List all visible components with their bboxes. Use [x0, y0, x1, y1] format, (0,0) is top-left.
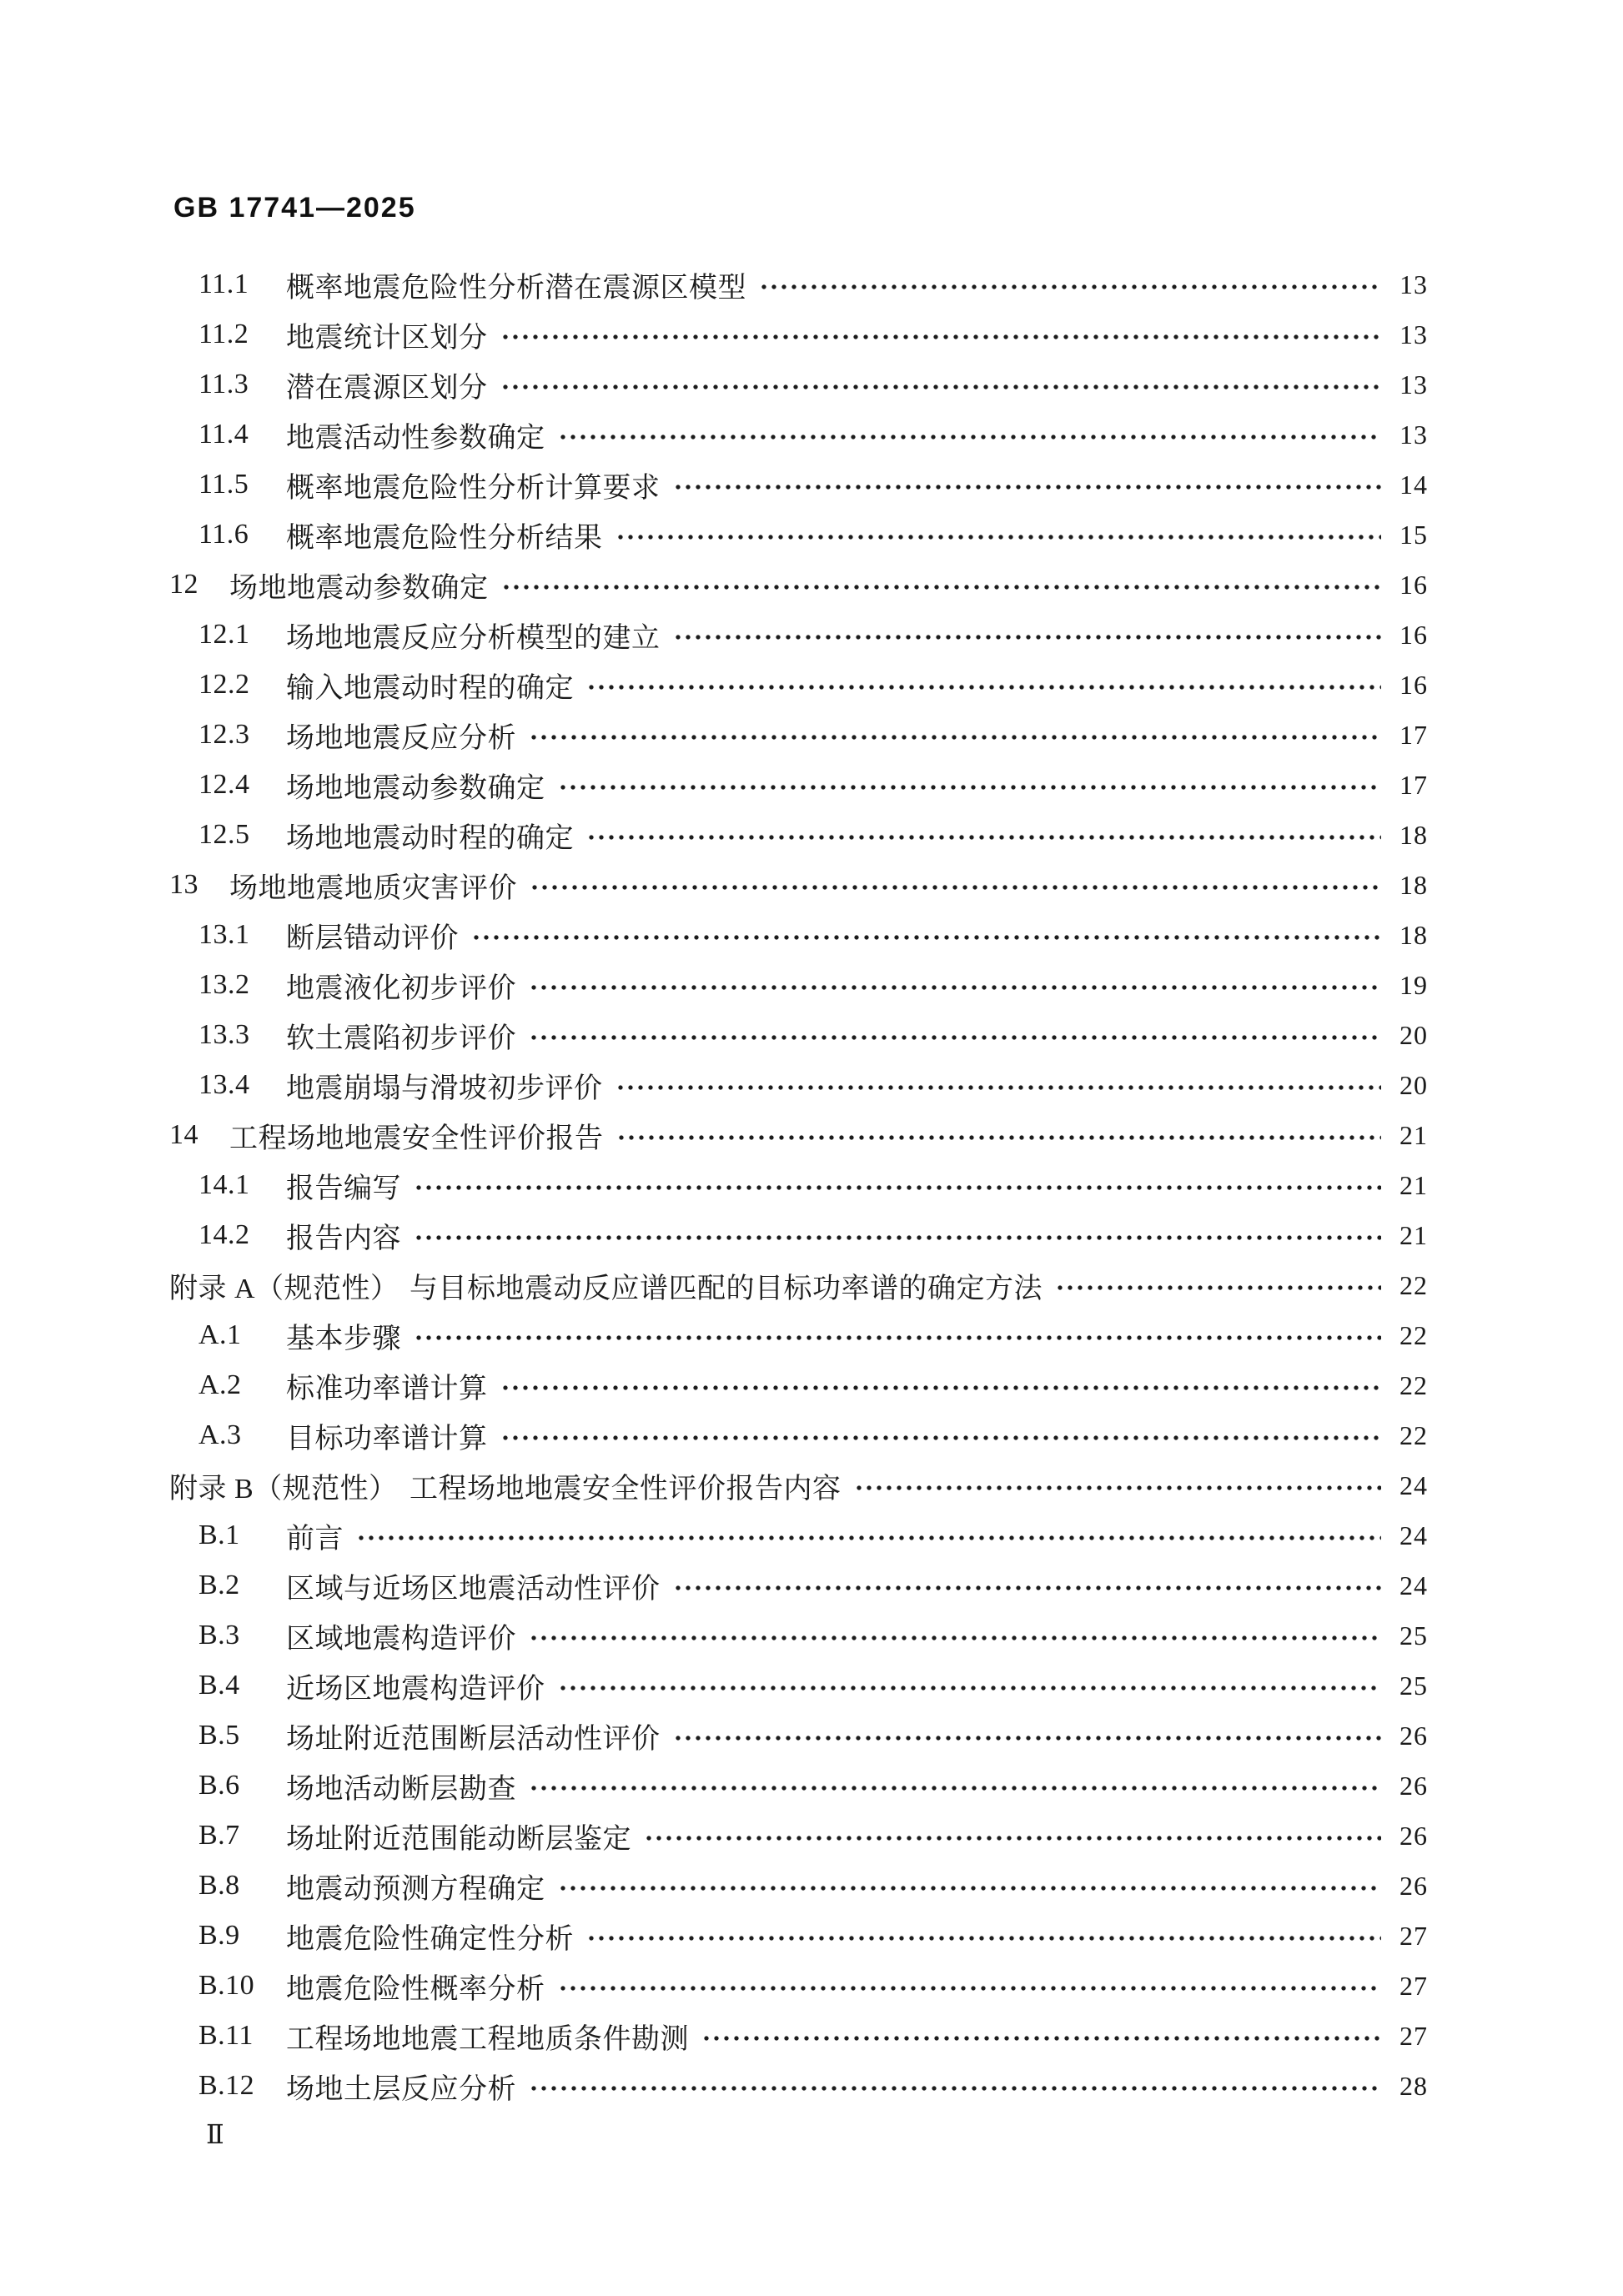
toc-entry — [169, 1660, 1428, 1711]
toc-entry — [169, 2011, 1428, 2061]
toc-entry-page: 16 — [1399, 569, 1428, 600]
toc-entry-title: 场地地震动时程的确定 — [286, 822, 574, 854]
toc-entry — [169, 610, 1428, 660]
toc-entry-number: B.3 — [198, 1620, 240, 1650]
toc-entry-number: B.11 — [198, 2020, 254, 2051]
toc-entry-title: 场地地震动参数确定 — [286, 772, 545, 804]
toc-entry-page: 20 — [1399, 1069, 1428, 1100]
toc-entry-title: 潜在震源区划分 — [286, 372, 488, 404]
toc-entry — [169, 1110, 1428, 1160]
toc-entry-title: 场地地震反应分析 — [286, 722, 516, 754]
toc-entry — [169, 1060, 1428, 1110]
toc-entry-number: B.4 — [198, 1670, 240, 1701]
toc-entry-title: 报告内容 — [286, 1223, 401, 1254]
toc-entry-page: 24 — [1399, 1520, 1428, 1550]
toc-entry-number: A.3 — [198, 1419, 242, 1450]
toc-entry-title: 地震统计区划分 — [286, 322, 488, 354]
toc-entry-page: 24 — [1399, 1570, 1428, 1600]
dot-leader — [416, 1185, 1381, 1190]
toc-entry-number: 附录 B（规范性） — [169, 1473, 398, 1505]
toc-entry-page: 26 — [1399, 1870, 1428, 1901]
dot-leader — [560, 785, 1382, 790]
dot-leader — [474, 935, 1381, 940]
dot-leader — [531, 1635, 1381, 1640]
toc-entry — [169, 1460, 1428, 1510]
toc-entry-title: 概率地震危险性分析计算要求 — [286, 472, 661, 504]
toc-entry-number: 13.3 — [198, 1019, 250, 1050]
toc-entry-title: 场址附近范围断层活动性评价 — [286, 1723, 661, 1755]
toc-entry — [169, 1160, 1428, 1210]
dot-leader — [503, 334, 1382, 339]
toc-entry-title: 输入地震动时程的确定 — [286, 672, 574, 704]
dot-leader — [532, 885, 1381, 890]
toc-entry-number: 12 — [169, 569, 198, 600]
toc-entry-page: 22 — [1399, 1369, 1428, 1400]
toc-entry-number: B.5 — [198, 1720, 240, 1751]
toc-entry-number: 12.3 — [198, 719, 250, 750]
toc-entry-number: B.7 — [198, 1820, 240, 1851]
dot-leader — [676, 635, 1382, 640]
toc-entry — [169, 1010, 1428, 1060]
toc-entry-number: B.1 — [198, 1520, 240, 1550]
toc-entry-number: 12.5 — [198, 819, 250, 850]
toc-entry — [169, 1310, 1428, 1360]
dot-leader — [560, 435, 1382, 440]
toc-entry — [169, 259, 1428, 309]
toc-entry-title: 概率地震危险性分析结果 — [286, 522, 603, 554]
dot-leader — [503, 1435, 1382, 1440]
toc-entry-page: 18 — [1399, 819, 1428, 850]
toc-entry-page: 27 — [1399, 1920, 1428, 1951]
toc-entry-number: B.12 — [198, 2070, 255, 2101]
toc-entry — [169, 1510, 1428, 1560]
toc-entry — [169, 1610, 1428, 1660]
toc-entry-number: 12.4 — [198, 769, 250, 800]
toc-entry-page: 25 — [1399, 1670, 1428, 1701]
dot-leader — [676, 1585, 1382, 1590]
toc-entry-page: 26 — [1399, 1720, 1428, 1751]
toc-entry-page: 15 — [1399, 519, 1428, 550]
toc-entry-number: B.8 — [198, 1870, 240, 1901]
toc-entry — [169, 1911, 1428, 1961]
toc-entry-title: 场地地震地质灾害评价 — [229, 872, 517, 904]
toc-entry — [169, 2061, 1428, 2111]
dot-leader — [857, 1485, 1382, 1490]
toc-entry-page: 14 — [1399, 469, 1428, 500]
toc-entry — [169, 810, 1428, 860]
toc-entry-page: 13 — [1399, 369, 1428, 399]
toc-entry — [169, 860, 1428, 910]
toc-entry-page: 18 — [1399, 919, 1428, 950]
toc-entry — [169, 1861, 1428, 1911]
toc-entry-page: 21 — [1399, 1219, 1428, 1250]
toc-entry-title: 软土震陷初步评价 — [286, 1022, 516, 1054]
toc-entry-page: 18 — [1399, 869, 1428, 900]
toc-entry-page: 22 — [1399, 1419, 1428, 1450]
dot-leader — [560, 1986, 1382, 1991]
table-of-contents — [169, 259, 1428, 2111]
dot-leader — [676, 485, 1382, 490]
toc-entry-title: 地震活动性参数确定 — [286, 422, 545, 454]
dot-leader — [676, 1736, 1382, 1741]
dot-leader — [560, 1686, 1382, 1691]
toc-entry — [169, 1961, 1428, 2011]
dot-leader — [704, 2036, 1381, 2041]
toc-entry-title: 地震液化初步评价 — [286, 972, 516, 1004]
toc-entry — [169, 309, 1428, 359]
dot-leader — [503, 384, 1382, 389]
toc-entry-title: 工程场地地震工程地质条件勘测 — [286, 2023, 689, 2055]
toc-entry — [169, 960, 1428, 1010]
toc-entry — [169, 359, 1428, 409]
toc-entry — [169, 710, 1428, 760]
toc-entry-page: 20 — [1399, 1019, 1428, 1050]
toc-entry-number: 11.3 — [198, 369, 249, 399]
dot-leader — [416, 1235, 1381, 1240]
toc-entry — [169, 1360, 1428, 1410]
toc-entry — [169, 409, 1428, 460]
toc-entry-title: 标准功率谱计算 — [286, 1373, 488, 1404]
toc-entry-title: 场地地震动参数确定 — [229, 572, 489, 604]
toc-entry-page: 13 — [1399, 269, 1428, 299]
toc-entry-number: 14.2 — [198, 1219, 250, 1250]
toc-entry-number: 13 — [169, 869, 198, 900]
toc-entry-number: 13.4 — [198, 1069, 250, 1100]
toc-entry-number: A.1 — [198, 1319, 242, 1350]
toc-entry-number: B.6 — [198, 1770, 240, 1801]
toc-entry-number: 附录 A（规范性） — [169, 1273, 399, 1304]
toc-entry-title: 工程场地地震安全性评价报告内容 — [410, 1473, 842, 1505]
dot-leader — [531, 1035, 1381, 1040]
toc-entry — [169, 1560, 1428, 1610]
toc-entry — [169, 1711, 1428, 1761]
toc-entry-number: 14.1 — [198, 1169, 250, 1200]
dot-leader — [531, 2086, 1381, 2091]
toc-entry-number: A.2 — [198, 1369, 242, 1400]
toc-entry-title: 工程场地地震安全性评价报告 — [229, 1123, 604, 1154]
toc-entry-title: 前言 — [286, 1523, 344, 1555]
toc-entry-page: 22 — [1399, 1319, 1428, 1350]
dot-leader — [589, 835, 1381, 840]
toc-entry-page: 17 — [1399, 719, 1428, 750]
toc-entry-title: 概率地震危险性分析潜在震源区模型 — [286, 272, 746, 304]
toc-entry-title: 场地地震反应分析模型的建立 — [286, 622, 661, 654]
page-number-roman: Ⅱ — [206, 2119, 224, 2149]
toc-entry-page: 24 — [1399, 1470, 1428, 1500]
dot-leader — [416, 1335, 1381, 1340]
toc-entry-title: 场地活动断层勘查 — [286, 1773, 516, 1805]
toc-entry-title: 场址附近范围能动断层鉴定 — [286, 1823, 631, 1855]
dot-leader — [618, 535, 1382, 540]
dot-leader — [504, 585, 1382, 590]
toc-entry-page: 25 — [1399, 1620, 1428, 1650]
dot-leader — [761, 284, 1381, 289]
toc-entry-number: 11.1 — [198, 269, 249, 299]
toc-entry-title: 近场区地震构造评价 — [286, 1673, 545, 1705]
toc-entry-number: 12.2 — [198, 669, 250, 700]
toc-entry-number: B.2 — [198, 1570, 240, 1600]
toc-entry-number: 13.2 — [198, 969, 250, 1000]
toc-entry — [169, 910, 1428, 960]
toc-entry-title: 地震危险性确定性分析 — [286, 1923, 574, 1955]
toc-entry-title: 基本步骤 — [286, 1323, 401, 1354]
toc-entry-number: 11.5 — [198, 469, 249, 500]
toc-entry-page: 27 — [1399, 1970, 1428, 2001]
dot-leader — [503, 1385, 1382, 1390]
toc-entry-number: 12.1 — [198, 619, 250, 650]
toc-entry-title: 目标功率谱计算 — [286, 1423, 488, 1454]
toc-entry-page: 26 — [1399, 1820, 1428, 1851]
toc-entry-title: 区域地震构造评价 — [286, 1623, 516, 1655]
dot-leader — [646, 1836, 1381, 1841]
toc-entry — [169, 510, 1428, 560]
toc-entry-number: 11.2 — [198, 319, 249, 349]
toc-entry-title: 地震危险性概率分析 — [286, 1973, 545, 2005]
toc-entry — [169, 660, 1428, 710]
toc-entry-title: 场地土层反应分析 — [286, 2073, 516, 2105]
toc-entry — [169, 1410, 1428, 1460]
toc-entry-page: 13 — [1399, 319, 1428, 349]
dot-leader — [1058, 1285, 1381, 1290]
toc-entry-title: 断层错动评价 — [286, 922, 459, 954]
dot-leader — [531, 735, 1381, 740]
toc-entry-page: 22 — [1399, 1269, 1428, 1300]
toc-entry — [169, 560, 1428, 610]
toc-entry-number: 11.6 — [198, 519, 249, 550]
toc-entry-page: 17 — [1399, 769, 1428, 800]
toc-entry-number: 14 — [169, 1119, 198, 1150]
toc-entry-page: 26 — [1399, 1770, 1428, 1801]
dot-leader — [560, 1886, 1382, 1891]
toc-entry-title: 报告编写 — [286, 1173, 401, 1204]
toc-entry-page: 13 — [1399, 419, 1428, 450]
dot-leader — [531, 985, 1381, 990]
toc-entry-title: 地震动预测方程确定 — [286, 1873, 545, 1905]
dot-leader — [359, 1535, 1381, 1540]
toc-entry-page: 16 — [1399, 669, 1428, 700]
dot-leader — [619, 1135, 1382, 1140]
toc-entry — [169, 1210, 1428, 1260]
toc-entry — [169, 1811, 1428, 1861]
toc-entry-title: 与目标地震动反应谱匹配的目标功率谱的确定方法 — [410, 1273, 1043, 1304]
toc-entry-page: 16 — [1399, 619, 1428, 650]
toc-entry-number: 13.1 — [198, 919, 250, 950]
toc-entry-title: 地震崩塌与滑坡初步评价 — [286, 1073, 603, 1104]
toc-entry — [169, 1761, 1428, 1811]
toc-entry-title: 区域与近场区地震活动性评价 — [286, 1573, 661, 1605]
toc-entry-number: 11.4 — [198, 419, 249, 450]
toc-entry-page: 28 — [1399, 2070, 1428, 2101]
standard-number: GB 17741—2025 — [173, 192, 416, 224]
toc-entry-page: 21 — [1399, 1119, 1428, 1150]
toc-entry-number: B.10 — [198, 1970, 255, 2001]
toc-entry-page: 27 — [1399, 2020, 1428, 2051]
dot-leader — [589, 685, 1381, 690]
toc-entry-page: 21 — [1399, 1169, 1428, 1200]
toc-entry-page: 19 — [1399, 969, 1428, 1000]
dot-leader — [589, 1936, 1381, 1941]
toc-entry-number: B.9 — [198, 1920, 240, 1951]
dot-leader — [618, 1085, 1382, 1090]
toc-entry — [169, 760, 1428, 810]
toc-entry — [169, 460, 1428, 510]
dot-leader — [531, 1786, 1381, 1791]
toc-entry — [169, 1260, 1428, 1310]
